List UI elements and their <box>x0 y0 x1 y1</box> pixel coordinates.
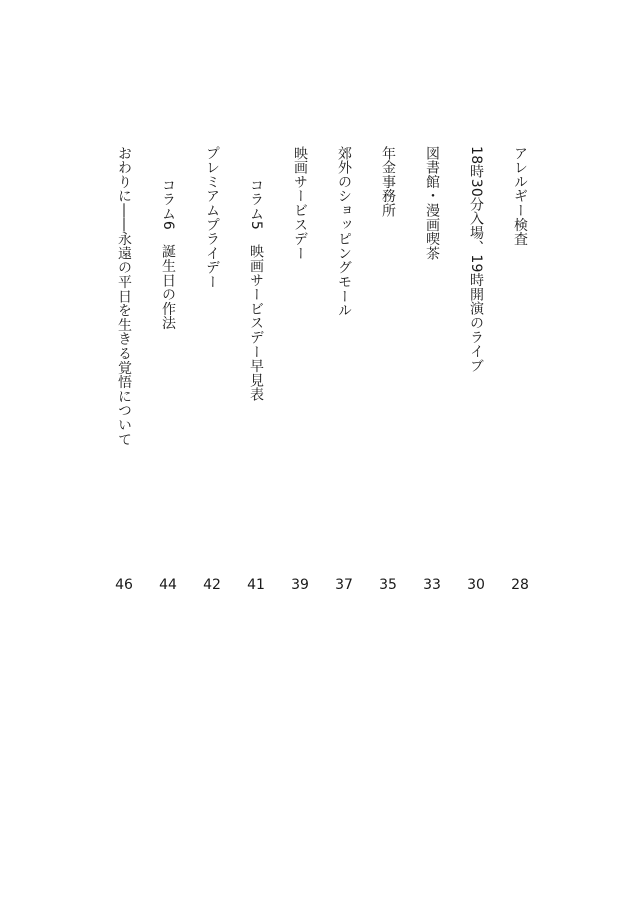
toc-entry-page-number: 39 <box>291 577 309 593</box>
toc-entry-page-number: 33 <box>423 577 441 593</box>
toc-entry-page-number: 44 <box>159 577 177 593</box>
toc-entry-page-number: 37 <box>335 577 353 593</box>
toc-entry-title: アレルギー検査 <box>512 146 528 247</box>
toc-entry-title: 郊外のショッピングモール <box>336 146 352 318</box>
toc-entry <box>420 0 444 900</box>
toc-entry <box>376 0 400 900</box>
toc-entry <box>156 0 180 900</box>
toc-entry-page-number: 41 <box>247 577 265 593</box>
toc-entry-page-number: 28 <box>511 577 529 593</box>
toc-entry <box>464 0 488 900</box>
toc-entry-page-number: 30 <box>467 577 485 593</box>
toc-entry-title: 年金事務所 <box>380 146 396 218</box>
toc-entry-title: おわりに――永遠の平日を生きる覚悟について <box>116 146 132 447</box>
toc-entry-page-number: 42 <box>203 577 221 593</box>
toc-entry <box>332 0 356 900</box>
toc-entry <box>200 0 224 900</box>
toc-entry <box>112 0 136 900</box>
toc-entry <box>244 0 268 900</box>
toc-entry-title: 映画サービスデー <box>292 146 308 261</box>
toc-entry-title: コラム5 映画サービスデー早見表 <box>248 178 264 402</box>
toc-entry-title: コラム6 誕生日の作法 <box>160 178 176 331</box>
toc-entry-page-number: 46 <box>115 577 133 593</box>
toc-entry-title: 図書館・漫画喫茶 <box>424 146 440 261</box>
toc-entry <box>508 0 532 900</box>
toc-entry-title: プレミアムプライデー <box>204 146 220 289</box>
toc-entry-page-number: 35 <box>379 577 397 593</box>
toc-entry-title: 18時30分入場、19時開演のライブ <box>468 146 484 373</box>
toc-entry <box>288 0 312 900</box>
